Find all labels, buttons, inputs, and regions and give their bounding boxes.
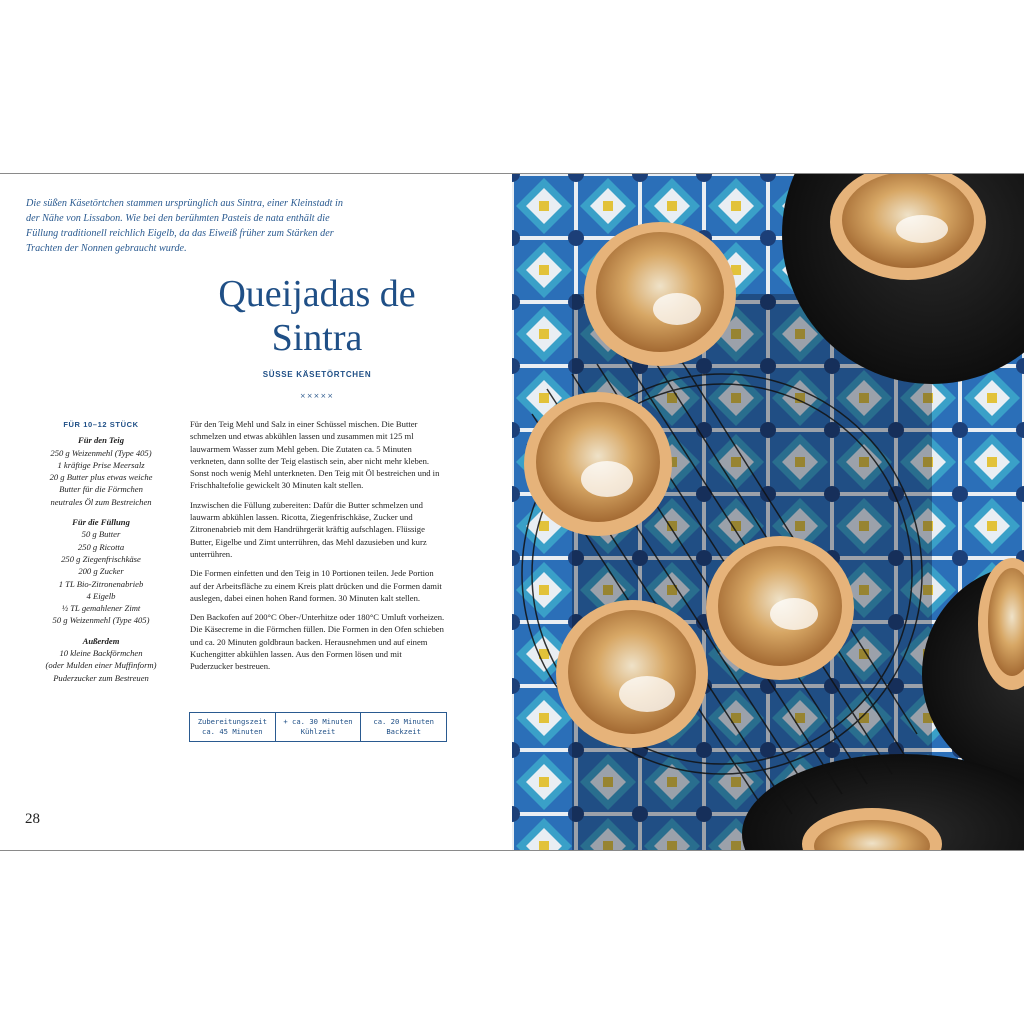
ingredient-item: (oder Mulden einer Muffinform)	[45, 660, 157, 671]
ingredient-group-extras	[30, 635, 172, 684]
ingredient-item: 50 g Weizenmehl (Type 405)	[52, 615, 150, 626]
time-label: + ca. 30 Minuten	[283, 717, 353, 726]
ingredient-item: 4 Eigelb	[86, 590, 116, 601]
ingredient-group-heading: Außerdem	[82, 635, 120, 646]
time-box	[189, 712, 447, 742]
method-paragraph: Inzwischen die Füllung zubereiten: Dafür die Butter schmelzen und lauwarm abkühlen lassen. Ricotta, Ziegenfrischkäse, Zucker und Zitronenabrieb mit dem Handrührgerät kräftig aufschlagen. Flüssige Butter, Eigelbe und Zimt unterrühren, das Mehl dazusieben und kurz unterrühren.	[190, 499, 427, 559]
bake-time	[361, 713, 446, 741]
chill-time	[276, 713, 362, 741]
prep-time	[190, 713, 276, 741]
ingredient-group-filling	[30, 516, 172, 627]
ingredient-group-heading: Für die Füllung	[72, 517, 130, 528]
ingredient-item: 250 g Ziegenfrischkäse	[61, 553, 141, 564]
ingredients-list	[30, 419, 172, 692]
ingredient-group-dough	[30, 434, 172, 508]
ingredient-item: 1 kräftige Prise Meersalz	[57, 459, 145, 470]
recipe-title-line2: Sintra	[271, 317, 363, 359]
recipe-subtitle: SÜSSE KÄSETÖRTCHEN	[262, 370, 372, 379]
page-number: 28	[25, 811, 40, 827]
ingredient-group-heading: Für den Teig	[77, 435, 124, 446]
recipe-photo	[512, 174, 1024, 850]
time-value: Kühlzeit	[300, 727, 336, 736]
recipe-title-line1: Queijadas de	[218, 273, 416, 315]
time-value: ca. 45 Minuten	[202, 727, 263, 736]
intro-text: Die süßen Käsetörtchen stammen ursprünglich aus Sintra, einer Kleinstadt in der Nähe von Lissabon. Wie bei den berühmten Pasteis de nata enthält die Füllung traditionell reichlich Eigelb, da das Eiweiß früher zum Stärken der Trachten der Nonnen gebraucht wurde.	[26, 198, 343, 254]
ingredient-item: Butter für die Förmchen	[59, 484, 143, 495]
method-paragraph: Für den Teig Mehl und Salz in einer Schüssel mischen. Die Butter schmelzen und etwas abkühlen lassen und zusammen mit 125 ml lauwarmem Wasser zum Mehl geben. Die Zutaten ca. 5 Minuten verkneten, dann sollte der Teig elastisch sein, aber nicht mehr kleben. Sonst noch wenig Mehl unterkneten. Den Teig mit Öl bestreichen und in Frischhaltefolie gewickelt 30 Minuten kalt stellen.	[190, 419, 440, 491]
ingredient-item: ½ TL gemahlener Zimt	[61, 603, 141, 614]
tarts-on-tiles-illustration	[512, 174, 1024, 850]
ingredient-item: 50 g Butter	[81, 529, 121, 540]
ingredient-item: 10 kleine Backförmchen	[59, 648, 143, 659]
ingredient-item: 1 TL Bio-Zitronenabrieb	[58, 578, 144, 589]
left-page	[0, 174, 512, 850]
ornament-divider: ×××××	[299, 392, 335, 400]
ingredient-item: 200 g Zucker	[78, 566, 124, 577]
method-text	[190, 418, 446, 680]
ingredient-item: Puderzucker zum Bestreuen	[53, 672, 149, 683]
time-label: Zubereitungszeit	[197, 717, 267, 726]
yield-label: FÜR 10–12 STÜCK	[63, 420, 139, 429]
ingredient-item: neutrales Öl zum Bestreichen	[50, 496, 152, 507]
ingredient-item: 250 g Ricotta	[77, 541, 125, 552]
ingredient-item: 20 g Butter plus etwas weiche	[49, 472, 153, 483]
method-paragraph: Die Formen einfetten und den Teig in 10 Portionen teilen. Jede Portion auf der Arbeitsfläche zu einem Kreis platt drücken und die Formen damit auslegen, dabei einen hohen Rand formen. 30 Minuten kalt stellen.	[190, 568, 442, 603]
recipe-title	[210, 272, 424, 360]
time-label: ca. 20 Minuten	[373, 717, 434, 726]
ingredient-item: 250 g Weizenmehl (Type 405)	[50, 447, 152, 458]
time-value: Backzeit	[386, 727, 421, 736]
method-paragraph: Den Backofen auf 200°C Ober-/Unterhitze oder 180°C Umluft vorheizen. Die Käsecreme in die Förmchen füllen. Die Formen in den Ofen schieben und ca. 20 Minuten goldbraun backen. Herausnehmen und auf einem Kuchengitter abkühlen lassen. Aus den Formen lösen und mit Puderzucker bestreuen.	[190, 612, 445, 672]
book-spread	[0, 173, 1024, 851]
